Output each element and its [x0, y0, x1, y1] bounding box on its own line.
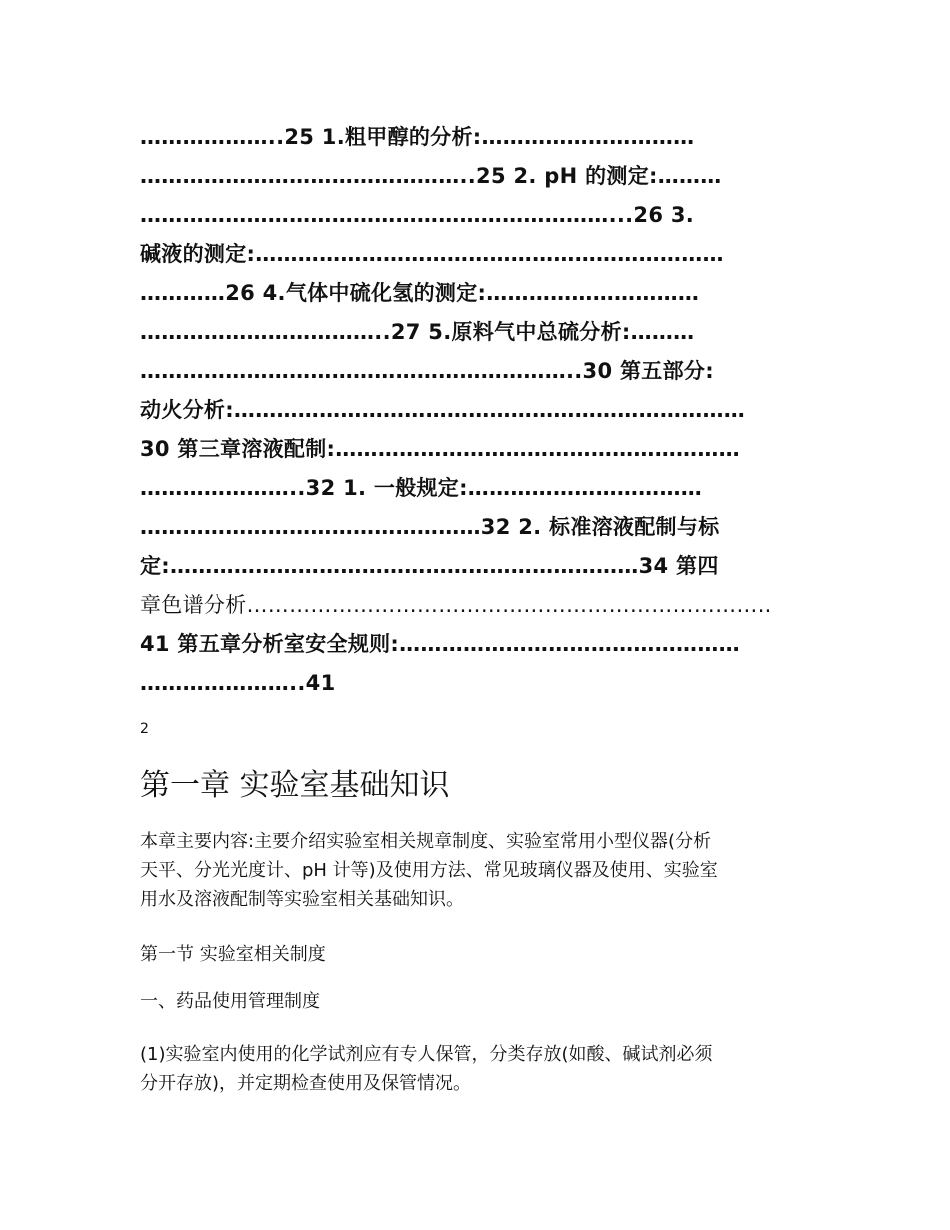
intro-line: 用水及溶液配制等实验室相关基础知识。: [140, 889, 464, 910]
toc-line: ……………………………..27 5.原料气中总硫分析:………: [140, 320, 695, 344]
toc-line: ………………………………………..25 2. pH 的测定:………: [140, 164, 722, 188]
rule-line: (1)实验室内使用的化学试剂应有专人保管，分类存放(如酸、碱试剂必须: [140, 1044, 713, 1065]
toc-line: …………………………………………32 2. 标准溶液配制与标: [140, 515, 720, 539]
toc-line: 30 第三章溶液配制:…………………………………………………: [140, 437, 740, 461]
toc-line: 动火分析:………………………………………………………………: [140, 398, 746, 422]
toc-line: 碱液的测定:…………………………………………………………: [140, 242, 724, 266]
intro-line: 本章主要内容:主要介绍实验室相关规章制度、实验室常用小型仪器(分析: [140, 831, 712, 852]
toc-line: 定:…………………………………………………………34 第四: [140, 554, 719, 578]
toc-line: ………………..25 1.粗甲醇的分析:…………………………: [140, 125, 695, 149]
rule-paragraph: [140, 1040, 713, 1098]
toc-line: …………………..41: [140, 671, 336, 695]
chapter-intro: [140, 827, 718, 914]
intro-line: 天平、分光光度计、pH 计等)及使用方法、常见玻璃仪器及使用、实验室: [140, 860, 718, 881]
page-number: 2: [140, 721, 149, 737]
rule-line: 分开存放)，并定期检查使用及保管情况。: [140, 1073, 472, 1094]
toc-line: …………26 4.气体中硫化氢的测定:…………………………: [140, 281, 700, 305]
toc-line: 41 第五章分析室安全规则:…………………………………………: [140, 632, 740, 656]
subsection-title: 一、药品使用管理制度: [140, 991, 320, 1012]
toc-line: …………………..32 1. 一般规定:……………………………: [140, 476, 703, 500]
toc-line: …………………………………………………………...26 3.: [140, 203, 695, 227]
table-of-contents: [140, 118, 820, 703]
chapter-title: 第一章 实验室基础知识: [140, 768, 450, 803]
section-title: 第一节 实验室相关制度: [140, 944, 326, 965]
toc-line: ……………………………………………………..30 第五部分:: [140, 359, 714, 383]
toc-line: 章色谱分析………………………………………………………………..: [140, 593, 772, 617]
